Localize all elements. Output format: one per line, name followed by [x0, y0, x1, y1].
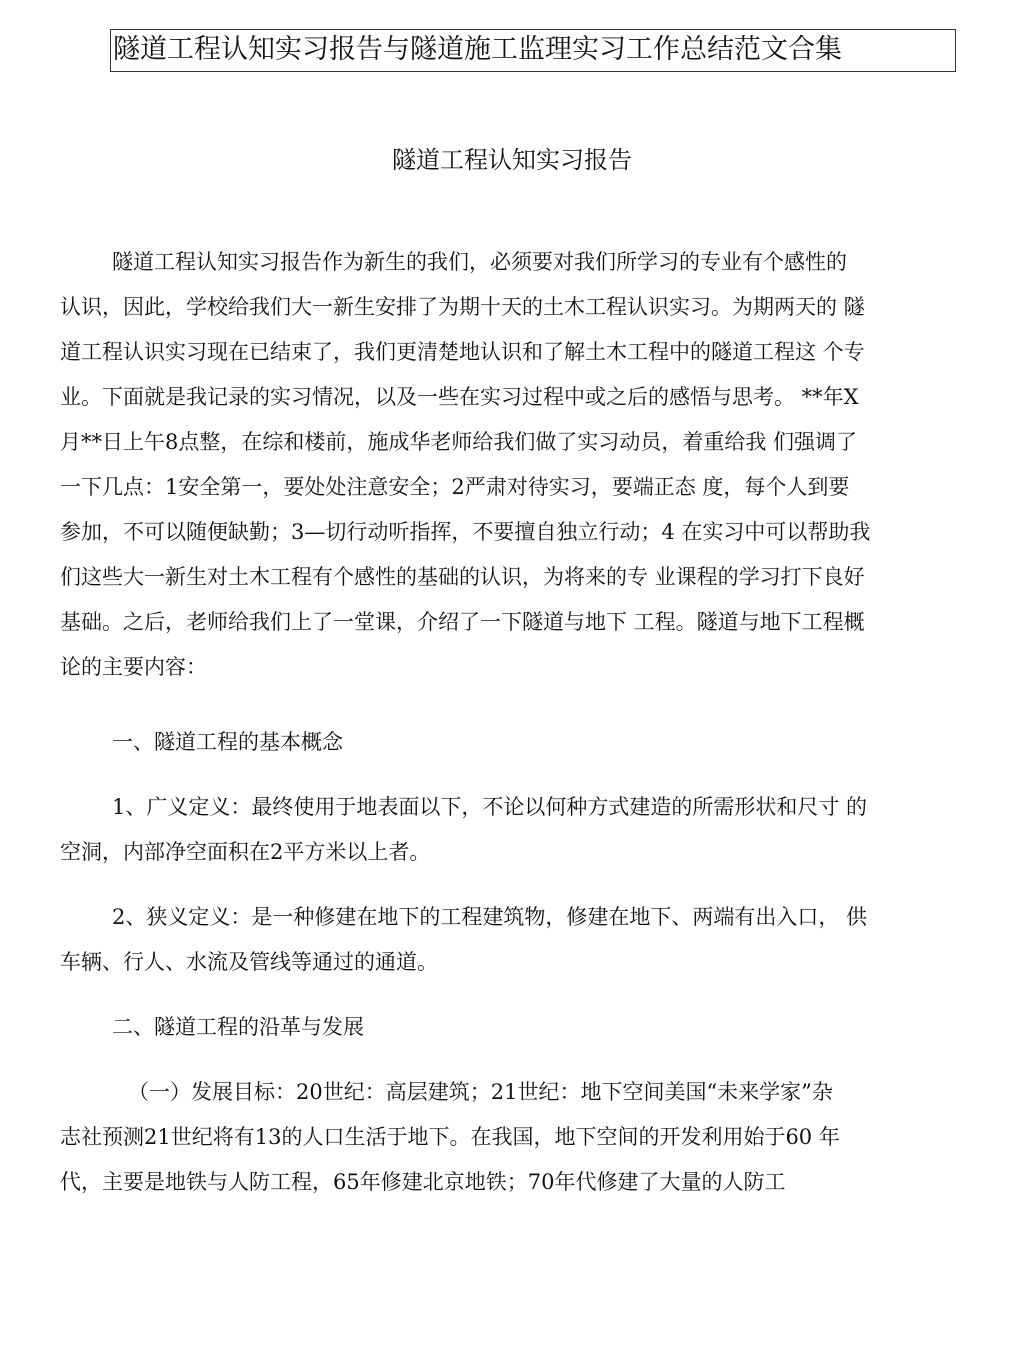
section-heading-concepts [60, 720, 958, 765]
definition-narrow [60, 895, 958, 985]
intro-line: 月**日上午8点整，在综和楼前，施成华老师给我们做了实习动员，着重给我 们强调了 [60, 430, 858, 454]
section-heading-history [60, 1005, 958, 1050]
development-line: 代，主要是地铁与人防工程，65年修建北京地铁；70年代修建了大量的人防工 [60, 1170, 786, 1194]
intro-line: 一下几点：1安全第一，要处处注意安全；2严肃对待实习，要端正态 度，每个人到要 [60, 475, 850, 499]
definition-line: 1、广义定义：最终使用于地表面以下，不论以何种方式建造的所需形状和尺寸 的 [112, 795, 868, 819]
intro-line: 论的主要内容： [60, 655, 207, 679]
intro-paragraph [60, 240, 958, 690]
section-heading: 一、隧道工程的基本概念 [112, 730, 343, 754]
intro-line: 业。下面就是我记录的实习情况，以及一些在实习过程中或之后的感悟与思考。 **年X [60, 385, 859, 409]
report-title: 隧道工程认知实习报告 [392, 146, 632, 174]
intro-line: 隧道工程认知实习报告作为新生的我们，必须要对我们所学习的专业有个感性的 [112, 250, 847, 274]
development-line: 志社预测21世纪将有13的人口生活于地下。在我国，地下空间的开发利用始于60 年 [60, 1125, 840, 1149]
development-line: （一）发展目标：20世纪：高层建筑；21世纪：地下空间美国“未来学家”杂 [128, 1080, 833, 1104]
section-heading: 二、隧道工程的沿革与发展 [112, 1015, 364, 1039]
definition-line: 空洞，内部净空面积在2平方米以上者。 [60, 840, 431, 864]
intro-line: 们这些大一新生对土木工程有个感性的基础的认识，为将来的专 业课程的学习打下良好 [60, 565, 865, 589]
definition-broad [60, 785, 958, 875]
intro-line: 参加，不可以随便缺勤；3—切行动听指挥，不要擅自独立行动；4 在实习中可以帮助我 [60, 520, 871, 544]
definition-line: 车辆、行人、水流及管线等通过的通道。 [60, 950, 438, 974]
intro-line: 认识，因此，学校给我们大一新生安排了为期十天的土木工程认识实习。为期两天的 隧 [60, 295, 865, 319]
intro-line: 道工程认识实习现在已结束了，我们更清楚地认识和了解土木工程中的隧道工程这 个专 [60, 340, 865, 364]
definition-line: 2、狭义定义：是一种修建在地下的工程建筑物，修建在地下、两端有出入口， 供 [112, 905, 868, 929]
intro-line: 基础。之后，老师给我们上了一堂课，介绍了一下隧道与地下 工程。隧道与地下工程概 [60, 610, 865, 634]
development-paragraph [60, 1070, 958, 1205]
document-header-title: 隧道工程认知实习报告与隧道施工监理实习工作总结范文合集 [110, 29, 956, 72]
